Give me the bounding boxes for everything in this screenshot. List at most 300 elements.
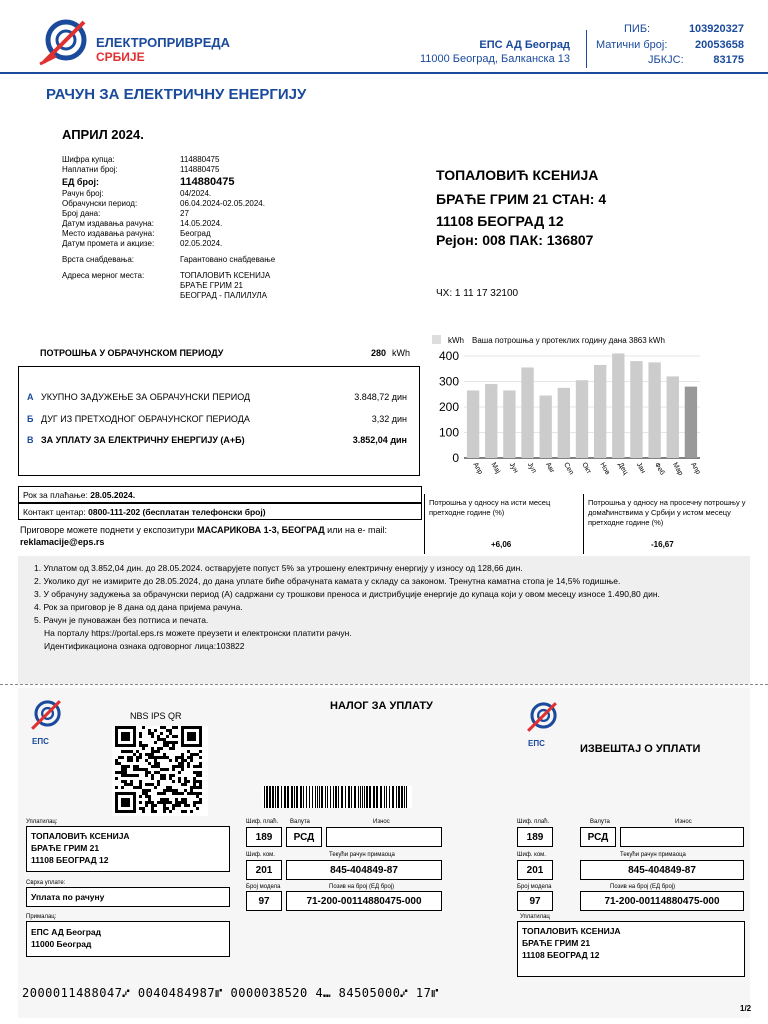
qr-module — [127, 774, 130, 777]
qr-module — [175, 789, 178, 792]
slip-logo-text: ЕПС — [528, 739, 545, 748]
qr-module — [145, 783, 148, 786]
qr-module — [190, 756, 193, 759]
qr-module — [130, 759, 133, 762]
chart-bar — [467, 390, 479, 458]
qr-module — [154, 750, 157, 753]
qr-module — [199, 774, 202, 777]
detail-label: Обрачунски период: — [62, 199, 138, 208]
chart-bar — [558, 388, 570, 458]
qr-module — [190, 753, 193, 756]
qr-module — [151, 807, 154, 810]
qr-module — [157, 780, 160, 783]
qr-finder — [121, 732, 130, 741]
qr-module — [139, 807, 142, 810]
contact-value: 0800-111-202 (бесплатан телефонски број) — [88, 507, 266, 517]
compare-right — [588, 498, 748, 528]
qr-module — [151, 753, 154, 756]
barcode-bar — [281, 786, 282, 808]
qr-module — [169, 777, 172, 780]
branch-info — [420, 38, 570, 67]
note-item: 2. Уколико дуг не измирите до 28.05.2024, до дана уплате биће обрачуната камата у складу са законом. Тренутна каматна стопа је 14,5% годишње. — [34, 576, 621, 586]
company-name — [96, 36, 230, 64]
qr-module — [172, 747, 175, 750]
chart-xtick-label: Сеп — [562, 461, 575, 477]
payment-code-field[interactable]: 189 — [246, 827, 282, 847]
barcode-bar — [362, 786, 363, 808]
account-label: Текући рачун примаоца — [620, 852, 686, 858]
qr-module — [157, 783, 160, 786]
barcode-bar — [398, 786, 400, 808]
payer-label: Уплатилац: — [26, 819, 58, 825]
barcode-bar — [386, 786, 387, 808]
qr-module — [115, 777, 118, 780]
qr-module — [136, 768, 139, 771]
qr-module — [199, 783, 202, 786]
qr-module — [118, 762, 121, 765]
qr-module — [184, 777, 187, 780]
chart-xtick-label: Јун — [507, 461, 520, 475]
qr-module — [124, 774, 127, 777]
qr-module — [187, 756, 190, 759]
consumption-chart-svg — [424, 330, 764, 490]
chart-xtick-label: Јул — [525, 461, 538, 475]
qr-module — [142, 744, 145, 747]
barcode-bar — [275, 786, 276, 808]
com-code-field[interactable]: 201 — [517, 860, 553, 880]
qr-module — [130, 783, 133, 786]
qr-module — [193, 786, 196, 789]
detail-label: Наплатни број: — [62, 165, 118, 174]
qr-module — [163, 738, 166, 741]
qr-module — [169, 810, 172, 813]
qr-module — [157, 750, 160, 753]
qr-module — [166, 729, 169, 732]
qr-module — [184, 789, 187, 792]
note-item: 4. Рок за приговор је 8 дана од дана пријема рачуна. — [34, 602, 243, 612]
detail-value: 14.05.2024. — [180, 219, 223, 228]
qr-module — [121, 774, 124, 777]
qr-code-icon — [112, 726, 208, 816]
due-value: 28.05.2024. — [90, 490, 136, 500]
qr-module — [169, 759, 172, 762]
qr-module — [142, 807, 145, 810]
qr-module — [124, 771, 127, 774]
barcode-bar — [406, 786, 407, 808]
com-code-label: Шиф. ком. — [517, 852, 546, 858]
qr-module — [148, 762, 151, 765]
qr-module — [115, 759, 118, 762]
qr-module — [166, 807, 169, 810]
recipient-line: ЕПС АД Београд — [31, 927, 102, 937]
qr-module — [166, 801, 169, 804]
amount-field[interactable] — [620, 827, 744, 847]
qr-module — [175, 756, 178, 759]
meter-address-line: БЕОГРАД - ПАЛИЛУЛА — [180, 291, 267, 300]
qr-module — [193, 801, 196, 804]
document-title: РАЧУН ЗА ЕЛЕКТРИЧНУ ЕНЕРГИЈУ — [46, 86, 307, 103]
barcode-bar — [296, 786, 298, 808]
currency-label: Валута — [290, 819, 310, 825]
barcode-bar — [315, 786, 316, 808]
qr-module — [157, 756, 160, 759]
qr-module — [124, 783, 127, 786]
qr-module — [154, 771, 157, 774]
purpose-box — [26, 887, 230, 907]
qr-module — [145, 804, 148, 807]
payer-line: ТОПАЛОВИЋ КСЕНИЈА — [522, 926, 621, 936]
recipient-label: Прималац: — [26, 914, 57, 920]
detail-value: 114880475 — [180, 165, 220, 174]
qr-module — [139, 801, 142, 804]
qr-module — [145, 768, 148, 771]
qr-module — [145, 792, 148, 795]
qr-module — [145, 789, 148, 792]
detail-label: Адреса мерног места: — [62, 271, 145, 280]
qr-module — [169, 774, 172, 777]
qr-module — [175, 798, 178, 801]
qr-module — [178, 804, 181, 807]
qr-module — [160, 747, 163, 750]
qr-module — [178, 801, 181, 804]
qr-module — [121, 786, 124, 789]
com-code-field[interactable]: 201 — [246, 860, 282, 880]
qr-module — [199, 765, 202, 768]
barcode-bar — [325, 786, 326, 808]
qr-module — [196, 801, 199, 804]
qr-module — [181, 792, 184, 795]
reference-label: Позив на број (ЕД број) — [610, 884, 676, 890]
amount-label: Износ — [675, 819, 692, 825]
qr-module — [163, 801, 166, 804]
payment-code-label: Шиф. плаћ. — [517, 819, 550, 825]
header-rule — [0, 72, 768, 74]
account-field[interactable]: 845-404849-87 — [580, 860, 744, 880]
qr-module — [160, 732, 163, 735]
qr-module — [163, 753, 166, 756]
chart-bar — [648, 362, 660, 458]
qr-module — [133, 774, 136, 777]
qr-module — [187, 762, 190, 765]
qr-module — [184, 783, 187, 786]
qr-module — [154, 741, 157, 744]
qr-module — [139, 768, 142, 771]
qr-module — [124, 768, 127, 771]
chart-xtick-label: Окт — [580, 461, 593, 476]
detail-label: Рачун број: — [62, 189, 104, 198]
qr-module — [139, 786, 142, 789]
total-label: ЗА УПЛАТУ ЗА ЕЛЕКТРИЧНУ ЕНЕРГИЈУ (А+Б) — [41, 435, 245, 445]
qr-module — [124, 765, 127, 768]
qr-module — [169, 801, 172, 804]
barcode-bar — [269, 786, 271, 808]
qr-module — [196, 807, 199, 810]
qr-module — [169, 741, 172, 744]
barcode-bar — [284, 786, 286, 808]
qr-module — [145, 801, 148, 804]
qr-module — [154, 786, 157, 789]
qr-module — [160, 777, 163, 780]
payer-line: БРАЋЕ ГРИМ 21 — [522, 938, 591, 948]
qr-module — [163, 792, 166, 795]
note-item: Идентификациона ознака одговорног лица:103822 — [44, 641, 245, 651]
qr-module — [148, 789, 151, 792]
qr-module — [163, 810, 166, 813]
chart-xtick-label: Мај — [489, 461, 502, 475]
compare-left — [429, 498, 579, 518]
qr-module — [187, 750, 190, 753]
qr-module — [154, 762, 157, 765]
detail-value: ТОПАЛОВИЋ КСЕНИЈА — [180, 271, 271, 280]
recipient-line: 11000 Београд — [31, 939, 92, 949]
qr-module — [145, 774, 148, 777]
qr-module — [187, 765, 190, 768]
barcode-bar — [264, 786, 265, 808]
qr-module — [145, 753, 148, 756]
qr-module — [139, 795, 142, 798]
detail-value: Гарантовано снабдевање — [180, 255, 276, 264]
qr-module — [163, 777, 166, 780]
qr-module — [172, 792, 175, 795]
barcode-bar — [338, 786, 339, 808]
qr-module — [130, 780, 133, 783]
qr-module — [193, 780, 196, 783]
qr-module — [163, 726, 166, 729]
qr-module — [115, 771, 118, 774]
qr-module — [178, 777, 181, 780]
qr-module — [124, 750, 127, 753]
qr-code — [112, 726, 208, 816]
barcode-bar — [306, 786, 307, 808]
model-field[interactable]: 97 — [246, 891, 282, 911]
qr-module — [199, 801, 202, 804]
qr-module — [139, 783, 142, 786]
customer-ch: ЧХ: 1 11 17 32100 — [436, 288, 519, 299]
eps-logo-icon — [38, 16, 90, 68]
qr-module — [142, 726, 145, 729]
payer-line: БРАЋЕ ГРИМ 21 — [31, 843, 100, 853]
qr-module — [181, 801, 184, 804]
model-label: Број модела — [246, 884, 281, 890]
qr-module — [166, 786, 169, 789]
qr-module — [196, 774, 199, 777]
qr-module — [151, 810, 154, 813]
qr-module — [130, 750, 133, 753]
qr-module — [169, 729, 172, 732]
chart-bar — [630, 361, 642, 458]
complaint-mail-label: mail: — [367, 525, 387, 535]
note-item: 5. Рачун је пуноважан без потписа и печата. — [34, 615, 209, 625]
qr-module — [145, 759, 148, 762]
qr-module — [196, 792, 199, 795]
qr-module — [199, 792, 202, 795]
model-field[interactable]: 97 — [517, 891, 553, 911]
qr-module — [181, 810, 184, 813]
qr-module — [190, 792, 193, 795]
total-letter: В — [27, 435, 34, 445]
qr-module — [184, 780, 187, 783]
qr-module — [136, 750, 139, 753]
qr-module — [157, 765, 160, 768]
currency-field[interactable]: РСД — [286, 827, 322, 847]
eps-logo-icon — [26, 698, 66, 732]
qr-module — [166, 744, 169, 747]
barcode-bar — [335, 786, 337, 808]
qr-module — [196, 780, 199, 783]
amount-field[interactable] — [326, 827, 442, 847]
qr-module — [175, 726, 178, 729]
qr-module — [196, 786, 199, 789]
detail-label: Датум промета и акцизе: — [62, 239, 155, 248]
detail-value: Београд — [180, 229, 211, 238]
total-row — [27, 392, 407, 402]
chart-xtick-label: Апр — [689, 461, 702, 476]
qr-module — [154, 729, 157, 732]
currency-field[interactable]: РСД — [580, 827, 616, 847]
qr-module — [148, 729, 151, 732]
qr-module — [151, 804, 154, 807]
qr-module — [121, 768, 124, 771]
qr-module — [142, 768, 145, 771]
reference-field[interactable]: 71-200-00114880475-000 — [286, 891, 442, 911]
eps-logo-icon — [522, 700, 562, 734]
qr-module — [184, 759, 187, 762]
qr-module — [121, 780, 124, 783]
report-payer-box — [517, 921, 745, 977]
qr-module — [148, 801, 151, 804]
qr-module — [175, 792, 178, 795]
qr-module — [166, 768, 169, 771]
qr-module — [172, 780, 175, 783]
amount-label: Износ — [373, 819, 390, 825]
detail-label: Датум издавања рачуна: — [62, 219, 154, 228]
tax-ids — [596, 22, 744, 69]
qr-module — [148, 795, 151, 798]
qr-module — [115, 786, 118, 789]
qr-module — [163, 807, 166, 810]
eps-logo — [38, 16, 90, 68]
consumption-value: 280 — [370, 348, 386, 358]
customer-street: БРАЋЕ ГРИМ 21 СТАН: 4 — [436, 191, 607, 207]
qr-module — [133, 753, 136, 756]
qr-module — [148, 732, 151, 735]
qr-module — [157, 792, 160, 795]
barcode-bar — [287, 786, 289, 808]
purpose-label: Сврха уплате: — [26, 880, 66, 886]
compare-right-text: Потрошња у односу на просечну потрошњу у домаћинствима у Србији у истом месецу претходне године (%) — [588, 498, 746, 527]
qr-module — [163, 768, 166, 771]
qr-module — [199, 750, 202, 753]
qr-module — [139, 753, 142, 756]
account-field[interactable]: 845-404849-87 — [286, 860, 442, 880]
qr-module — [160, 726, 163, 729]
qr-module — [151, 765, 154, 768]
reference-field[interactable]: 71-200-00114880475-000 — [580, 891, 744, 911]
qr-module — [190, 759, 193, 762]
qr-module — [142, 810, 145, 813]
qr-module — [136, 774, 139, 777]
purpose-value: Уплата по рачуну — [31, 892, 105, 902]
qr-module — [133, 765, 136, 768]
chart-bar — [576, 380, 588, 458]
chart-bar — [685, 387, 697, 458]
qr-module — [184, 801, 187, 804]
detail-value: 114880475 — [180, 155, 220, 164]
payer-line: ТОПАЛОВИЋ КСЕНИЈА — [31, 831, 130, 841]
qr-module — [130, 774, 133, 777]
qr-module — [163, 741, 166, 744]
qr-module — [196, 765, 199, 768]
chart-xtick-label: Феб — [652, 461, 666, 477]
chart-title: Ваша потрошња у протеклих годину дана 3863 kWh — [472, 336, 665, 345]
chart-ytick-label: 200 — [438, 400, 459, 414]
qr-module — [136, 765, 139, 768]
qr-module — [193, 753, 196, 756]
qr-module — [181, 768, 184, 771]
chart-bar — [540, 396, 552, 458]
chart-xtick-label: Јан — [634, 461, 647, 475]
qr-module — [157, 771, 160, 774]
barcode-bar — [373, 786, 375, 808]
qr-module — [121, 756, 124, 759]
barcode-bar — [364, 786, 365, 808]
report-payer-label: Уплатилац — [520, 914, 550, 920]
compare-divider — [583, 494, 584, 554]
note-item: 1. Уплатом од 3.852,04 дин. до 28.05.2024. остварујете попуст 5% за утрошену електричну енергију у износу од 128,66 дин. — [34, 563, 523, 573]
currency-label: Валута — [590, 819, 610, 825]
legend-unit: kWh — [448, 336, 464, 345]
chart-ytick-label: 400 — [438, 349, 459, 363]
qr-module — [127, 765, 130, 768]
qr-module — [136, 786, 139, 789]
barcode-bar — [348, 786, 350, 808]
due-date-box — [18, 486, 422, 503]
qr-module — [121, 750, 124, 753]
qr-module — [139, 744, 142, 747]
qr-module — [193, 771, 196, 774]
payment-code-field[interactable]: 189 — [517, 827, 553, 847]
page-number: 1/2 — [740, 1004, 752, 1013]
reference-label: Позив на број (ЕД број) — [329, 884, 395, 890]
barcode-bar — [309, 786, 310, 808]
barcode-bar — [380, 786, 382, 808]
qr-module — [193, 804, 196, 807]
complaint-mid: или на е- — [327, 525, 366, 535]
consumption-unit: kWh — [392, 348, 410, 358]
qr-module — [163, 744, 166, 747]
qr-module — [148, 783, 151, 786]
qr-module — [160, 798, 163, 801]
qr-module — [148, 756, 151, 759]
qr-module — [160, 768, 163, 771]
slip-logo-text: ЕПС — [32, 737, 49, 746]
qr-module — [151, 756, 154, 759]
barcode-bar — [376, 786, 378, 808]
barcode-icon — [262, 786, 412, 808]
qr-module — [163, 789, 166, 792]
qr-module — [172, 804, 175, 807]
barcode-bar — [384, 786, 385, 808]
qr-module — [163, 804, 166, 807]
qr-module — [175, 759, 178, 762]
qr-module — [169, 786, 172, 789]
qr-module — [199, 780, 202, 783]
qr-module — [145, 744, 148, 747]
meter-address-line: БРАЋЕ ГРИМ 21 — [180, 281, 243, 290]
model-label: Број модела — [517, 884, 552, 890]
barcode-bar — [354, 786, 356, 808]
qr-module — [133, 786, 136, 789]
